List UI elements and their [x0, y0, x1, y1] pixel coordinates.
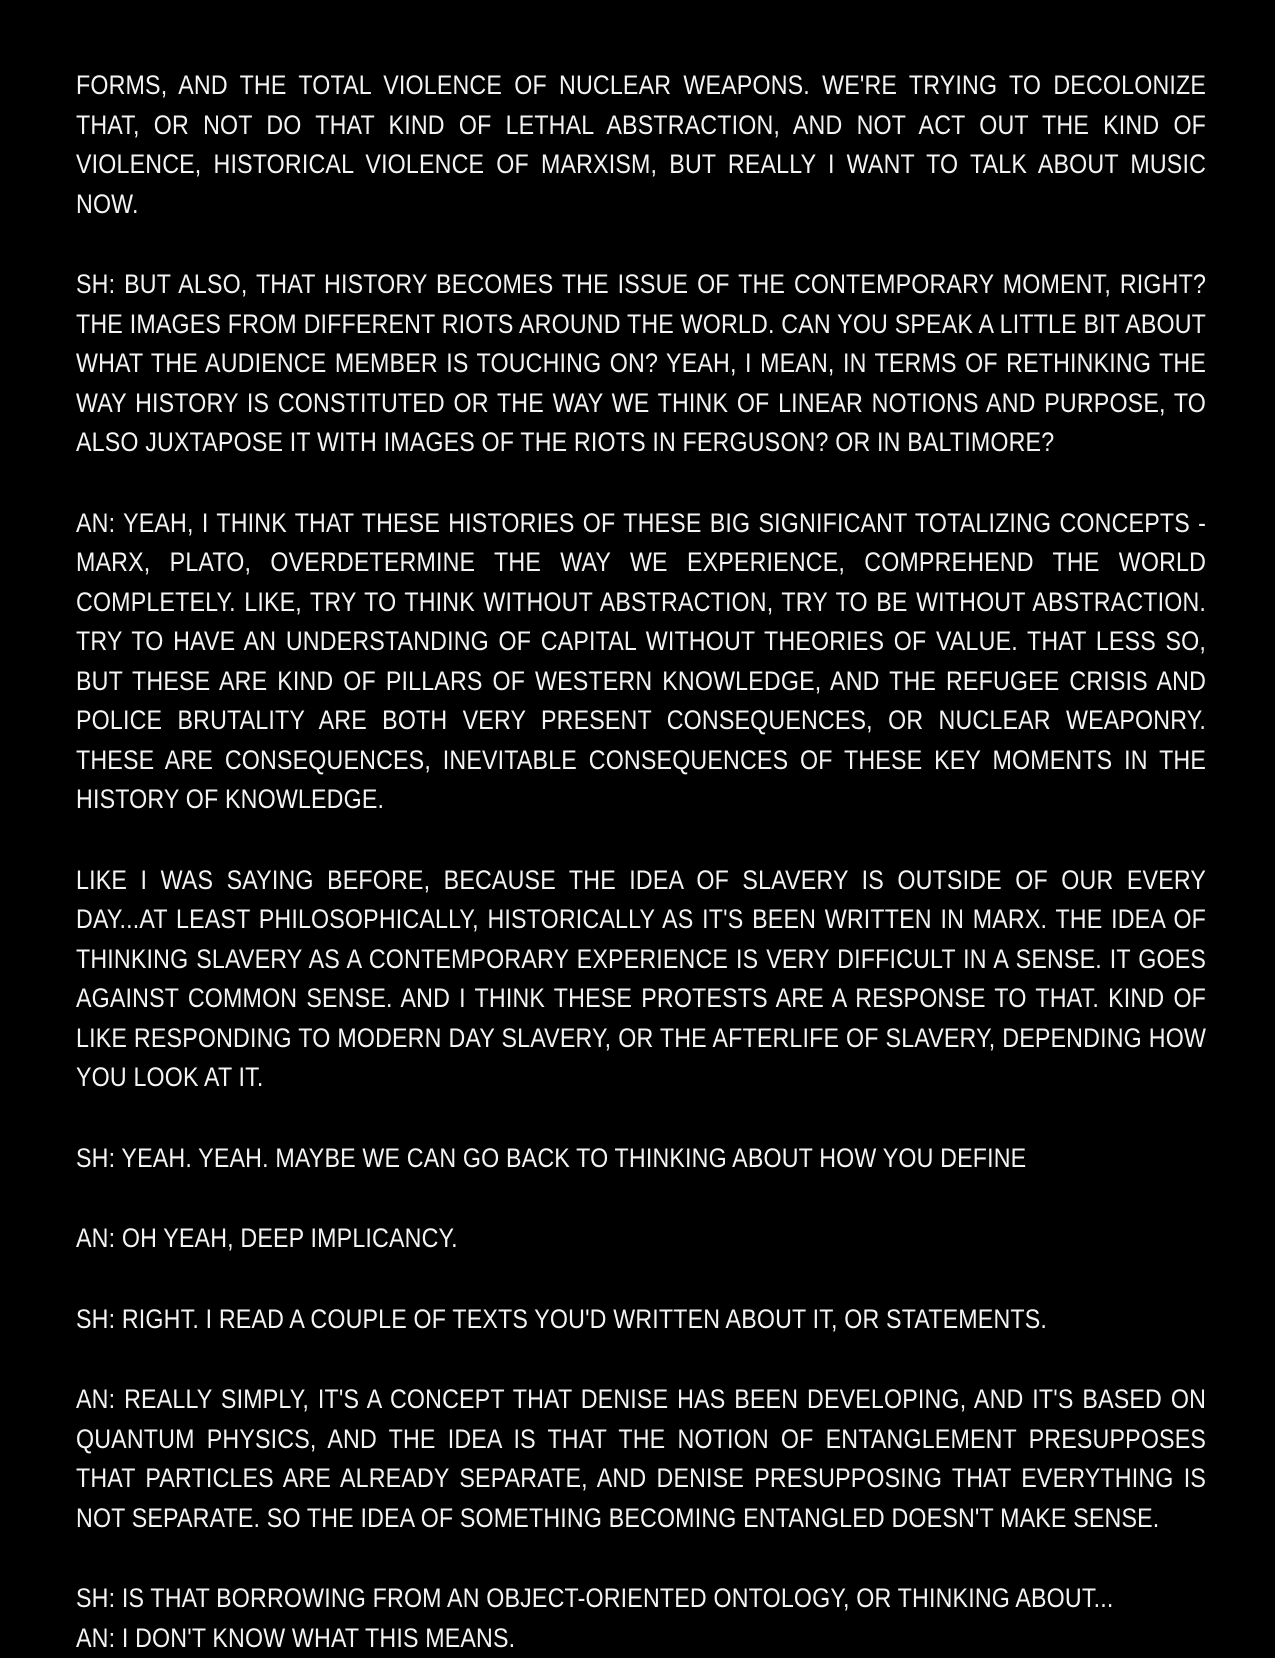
- paragraph-7: [76, 1300, 1206, 1340]
- speaker-label: AN:: [76, 1384, 124, 1414]
- speaker-label: SH:: [76, 269, 124, 299]
- paragraph-10: [76, 1619, 1206, 1658]
- paragraph-text: YEAH. YEAH. MAYBE WE CAN GO BACK TO THINKING ABOUT HOW YOU DEFINE: [121, 1143, 1026, 1173]
- speaker-label: SH:: [76, 1143, 121, 1173]
- paragraph-text: IS THAT BORROWING FROM AN OBJECT-ORIENTED ONTOLOGY, OR THINKING ABOUT...: [122, 1583, 1114, 1613]
- paragraph-text: REALLY SIMPLY, IT'S A CONCEPT THAT DENISE HAS BEEN DEVELOPING, AND IT'S BASED ON QUANTUM PHYSICS, AND THE IDEA IS THAT THE NOTION OF ENTANGLEMENT PRESUPPOSES THAT PARTICLES ARE ALREADY SEPARATE, AND DENISE PRESUPPOSING THAT EVERYTHING IS NOT SEPARATE. SO THE IDEA OF SOMETHING BECOMING ENTANGLED DOESN'T MAKE SENSE.: [76, 1384, 1206, 1533]
- speaker-label: SH:: [76, 1583, 122, 1613]
- interview-transcript: [76, 66, 1206, 1658]
- paragraph-5: [76, 1139, 1206, 1179]
- paragraph-text: I DON'T KNOW WHAT THIS MEANS.: [122, 1623, 515, 1653]
- paragraph-3: [76, 504, 1206, 820]
- paragraph-2: [76, 265, 1206, 463]
- speaker-label: SH:: [76, 1304, 122, 1334]
- speaker-label: AN:: [76, 1623, 122, 1653]
- paragraph-text: LIKE I WAS SAYING BEFORE, BECAUSE THE IDEA OF SLAVERY IS OUTSIDE OF OUR EVERY DAY...AT LEAST PHILOSOPHICALLY, HISTORICALLY AS IT'S BEEN WRITTEN IN MARX. THE IDEA OF THINKING SLAVERY AS A CONTEMPORARY EXPERIENCE IS VERY DIFFICULT IN A SENSE. IT GOES AGAINST COMMON SENSE. AND I THINK THESE PROTESTS ARE A RESPONSE TO THAT. KIND OF LIKE RESPONDING TO MODERN DAY SLAVERY, OR THE AFTERLIFE OF SLAVERY, DEPENDING HOW YOU LOOK AT IT.: [76, 865, 1206, 1093]
- paragraph-text: OH YEAH, DEEP IMPLICANCY.: [122, 1223, 458, 1253]
- speaker-label: AN:: [76, 1223, 122, 1253]
- paragraph-text: FORMS, AND THE TOTAL VIOLENCE OF NUCLEAR WEAPONS. WE'RE TRYING TO DECOLONIZE THAT, OR NOT DO THAT KIND OF LETHAL ABSTRACTION, AND NOT ACT OUT THE KIND OF VIOLENCE, HISTORICAL VIOLENCE OF MARXISM, BUT REALLY I WANT TO TALK ABOUT MUSIC NOW.: [76, 70, 1206, 219]
- paragraph-6: [76, 1219, 1206, 1259]
- paragraph-text: BUT ALSO, THAT HISTORY BECOMES THE ISSUE OF THE CONTEMPORARY MOMENT, RIGHT? THE IMAGES FROM DIFFERENT RIOTS AROUND THE WORLD. CAN YOU SPEAK A LITTLE BIT ABOUT WHAT THE AUDIENCE MEMBER IS TOUCHING ON? YEAH, I MEAN, IN TERMS OF RETHINKING THE WAY HISTORY IS CONSTITUTED OR THE WAY WE THINK OF LINEAR NOTIONS AND PURPOSE, TO ALSO JUXTAPOSE IT WITH IMAGES OF THE RIOTS IN FERGUSON? OR IN BALTIMORE?: [76, 269, 1206, 457]
- paragraph-4: [76, 861, 1206, 1098]
- paragraph-8: [76, 1380, 1206, 1538]
- speaker-label: AN:: [76, 508, 123, 538]
- paragraph-text: RIGHT. I READ A COUPLE OF TEXTS YOU'D WRITTEN ABOUT IT, OR STATEMENTS.: [122, 1304, 1047, 1334]
- paragraph-text: YEAH, I THINK THAT THESE HISTORIES OF THESE BIG SIGNIFICANT TOTALIZING CONCEPTS - MARX, PLATO, OVERDETERMINE THE WAY WE EXPERIENCE, COMPREHEND THE WORLD COMPLETELY. LIKE, TRY TO THINK WITHOUT ABSTRACTION, TRY TO BE WITHOUT ABSTRACTION. TRY TO HAVE AN UNDERSTANDING OF CAPITAL WITHOUT THEORIES OF VALUE. THAT LESS SO, BUT THESE ARE KIND OF PILLARS OF WESTERN KNOWLEDGE, AND THE REFUGEE CRISIS AND POLICE BRUTALITY ARE BOTH VERY PRESENT CONSEQUENCES, OR NUCLEAR WEAPONRY. THESE ARE CONSEQUENCES, INEVITABLE CONSEQUENCES OF THESE KEY MOMENTS IN THE HISTORY OF KNOWLEDGE.: [76, 508, 1206, 815]
- paragraph-9: [76, 1579, 1206, 1619]
- paragraph-1: [76, 66, 1206, 224]
